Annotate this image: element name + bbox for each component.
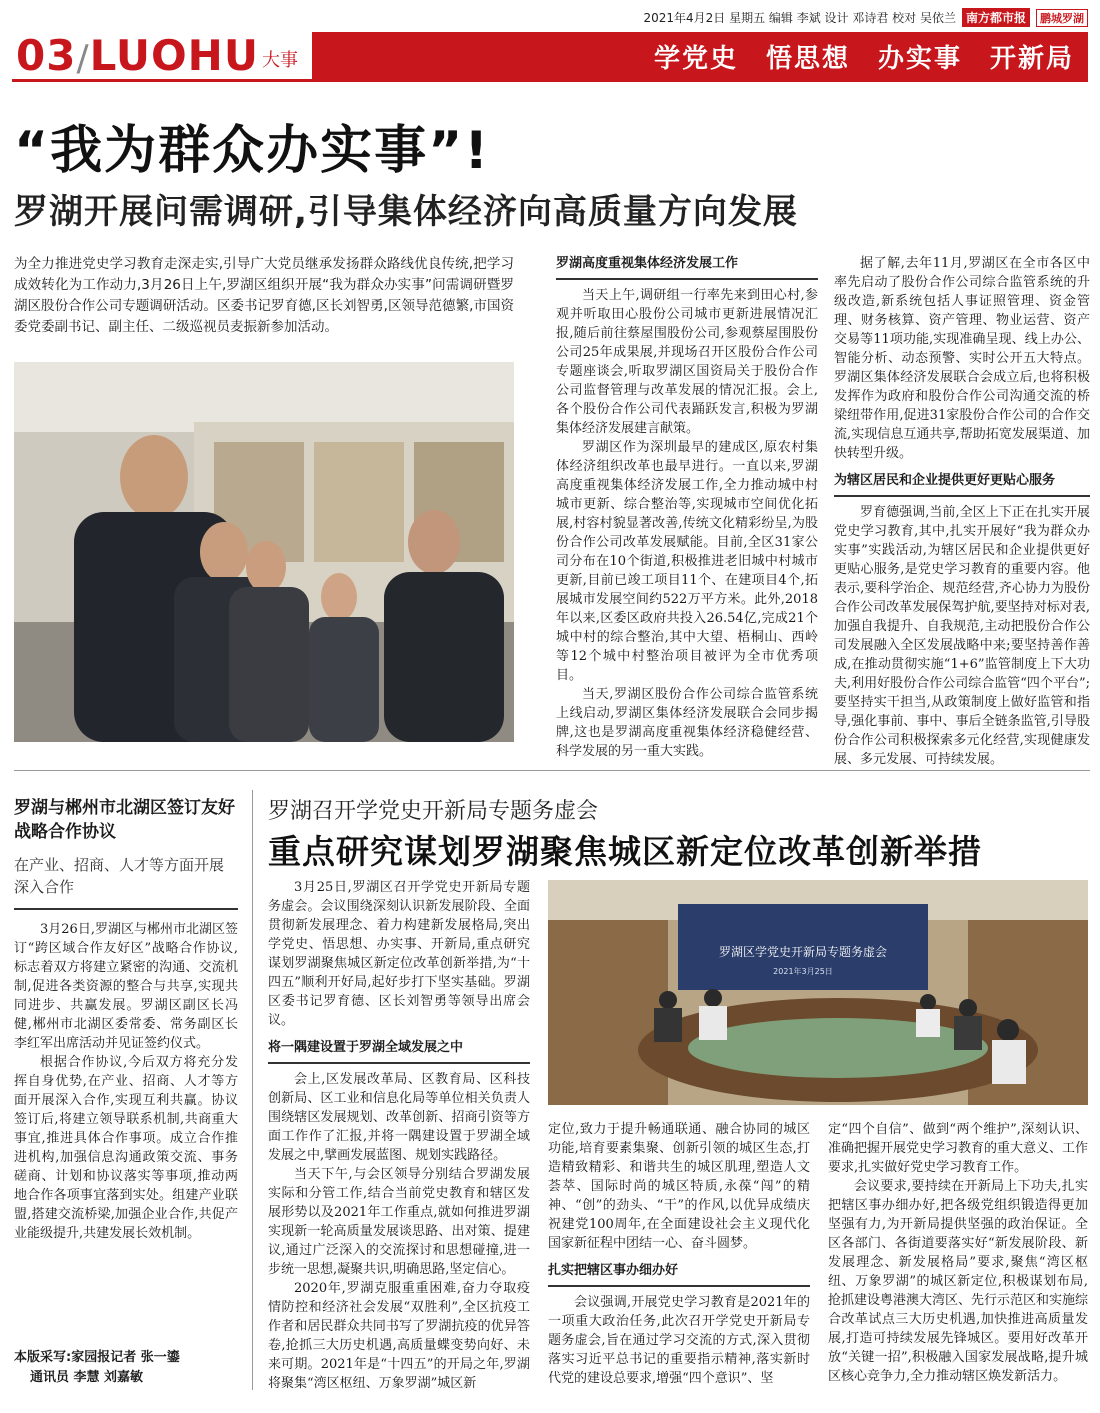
meeting-room-image xyxy=(548,880,1088,1105)
main-headline: “我为群众办实事”! xyxy=(14,121,491,181)
story1-col2-paragraph: 罗湖区作为深圳最早的建成区,原农村集体经济组织改革也最早进行。一直以来,罗湖高度重视集体经济发展工作,全力推动城中村城市更新、综合整治等,实现城市空间优化拓展,村容村貌显著改善,传统文化精彩纷呈,为股份合作公司改革发展赋能。目前,全区31家公司分布在10个街道,积极推进老旧城中村城市更新,目前已竣工项目11个、在建项目4个,拓展城市发展空间约522万平方米。此外,2018年以来,区委区政府共投入26.54亿,完成21个城中村的综合整治,其中大望、梧桐山、西岭等12个城中村整治项目被评为全市优秀项目。 xyxy=(556,440,818,683)
story2-kicker: 罗湖召开学党史开新局专题务虚会 xyxy=(268,799,599,824)
slogan-4: 开新局 xyxy=(989,44,1074,74)
photo-banner-date: 2021年3月25日 xyxy=(773,967,833,976)
edition-logo: 鹏城罗湖 xyxy=(1036,9,1088,27)
story2-paragraph: 会议强调,开展党史学习教育是2021年的一项重大政治任务,此次召开学党史开新局专题务虚会,旨在通过学习交流的方式,深入贯彻落实习近平总书记的重要指示精神,落实新时代党的建设总要求,增强“四个意识”、坚 xyxy=(548,1295,810,1386)
slogan-2: 悟思想 xyxy=(765,44,850,74)
section-banner xyxy=(12,32,1088,82)
story1-col3-heading: 为辖区居民和企业提供更好更贴心服务 xyxy=(834,471,1090,497)
story2-column-a xyxy=(268,878,530,1393)
district-name: LUOHU xyxy=(89,31,259,80)
story1-column-2 xyxy=(556,254,818,761)
paper-logo: 南方都市报 xyxy=(962,8,1030,27)
dateline-text: 2021年4月2日 星期五 编辑 李斌 设计 邓诗君 校对 吴依兰 xyxy=(643,11,956,25)
story2-colb-heading: 扎实把辖区事办细办好 xyxy=(548,1261,810,1287)
story2-column-b xyxy=(548,1120,810,1388)
column-divider xyxy=(252,790,253,1390)
story2-paragraph: 会议要求,要持续在开新局上下功夫,扎实把辖区事办细办好,把各级党组织锻造得更加坚强有力,为开新局提供坚强的政治保证。全区各部门、各街道要落实好“新发展阶段、新发展理念、新发展格局”要求,聚焦“湾区枢纽、万象罗湖”的城区新定位,积极谋划布局,抢抓建设粤港澳大湾区、先行示范区和实施综合改革试点三大历史机遇,加快推进高质量发展,打造可持续发展先锋城区。要用好改革开放“关键一招”,积极融入国家发展战略,提升城区核心竞争力,全力推动辖区焕发新活力。 xyxy=(828,1179,1089,1384)
credits-block xyxy=(14,1348,238,1388)
story1-col2-heading: 罗湖高度重视集体经济发展工作 xyxy=(556,254,818,280)
story2-paragraph: 3月25日,罗湖区召开学党史开新局专题务虚会。会议围绕深刻认识新发展阶段、全面贯彻新发展理念、着力构建新发展格局,突出学党史、悟思想、办实事、开新局,重点研究谋划罗湖聚焦城区新定位改革创新举措,为“十四五”顺利开好局,起好步打下坚实基础。罗湖区委书记罗育德、区长刘智勇等领导出席会议。 xyxy=(268,880,530,1028)
page-number: 03 xyxy=(16,31,77,80)
main-subhead: 罗湖开展问需调研,引导集体经济向高质量方向发展 xyxy=(14,192,798,232)
story1-column-3 xyxy=(834,254,1090,769)
story1-photo xyxy=(14,362,514,742)
photo-banner-text: 罗湖区学党史开新局专题务虚会 xyxy=(718,945,888,959)
officials-touring-exhibition-image xyxy=(14,362,514,742)
slash-divider-icon: / xyxy=(76,38,90,79)
credits-line: 通讯员 李慧 刘嘉敏 xyxy=(30,1370,144,1385)
slogan-3: 办实事 xyxy=(877,44,962,74)
slogan-row xyxy=(654,38,1074,75)
page-label-block xyxy=(12,32,312,82)
story1-col2-paragraph: 当天,罗湖区股份合作公司综合监管系统上线启动,罗湖区集体经济发展联合会同步揭牌,这也是罗湖高度重视集体经济稳健经营、科学发展的另一重大实践。 xyxy=(556,687,818,759)
story3-paragraph: 3月26日,罗湖区与郴州市北湖区签订“跨区域合作友好区”战略合作协议,标志着双方将建立紧密的沟通、交流机制,促进各类资源的整合与共享,实现共同进步、共赢发展。罗湖区副区长冯健,郴州市北湖区委常委、常务副区长李红军出席活动并见证签约仪式。 xyxy=(14,922,238,1051)
story2-photo xyxy=(548,880,1088,1105)
story2-paragraph: 当天下午,与会区领导分别结合罗湖发展实际和分管工作,结合当前党史教育和辖区发展形势以及2021年工作重点,就如何推进罗湖实现新一轮高质量发展谈思路、出对策、提建议,通过广泛深入的交流探讨和思想碰撞,进一步统一思想,凝聚共识,明确思路,坚定信心。 xyxy=(268,1167,530,1277)
story1-lead: 为全力推进党史学习教育走深走实,引导广大党员继承发扬群众路线优良传统,把学习成效转化为工作动力,3月26日上午,罗湖区组织开展“我为群众办实事”问需调研暨罗湖区股份合作公司专题调研活动。区委书记罗育德,区长刘智勇,区领导范德繁,市国资委党委副书记、副主任、二级巡视员麦振新参加活动。 xyxy=(14,256,514,335)
story2-paragraph: 定“四个自信”、做到“两个维护”,深刻认识、准确把握开展党史学习教育的重大意义、工作要求,扎实做好党史学习教育工作。 xyxy=(828,1122,1089,1175)
story3-title: 罗湖与郴州市北湖区签订友好战略合作协议 xyxy=(14,798,235,842)
story3-subtitle: 在产业、招商、人才等方面开展深入合作 xyxy=(14,856,225,896)
story3-rule xyxy=(14,908,238,910)
story2-column-c xyxy=(828,1120,1088,1386)
story2-paragraph: 定位,致力于提升畅通联通、融合协同的城区功能,培育要素集聚、创新引领的城区生态,打造精致精彩、和谐共生的城区肌理,塑造人文荟萃、国际时尚的城区特质,永葆“闯”的精神、“创”的劲头、“干”的作风,以优异成绩庆祝建党100周年,在全面建设社会主义现代化国家新征程中团结一心、奋斗圆梦。 xyxy=(548,1122,810,1251)
story3-sidebar xyxy=(14,796,238,1243)
story2-paragraph: 会上,区发展改革局、区教育局、区科技创新局、区工业和信息化局等单位相关负责人围绕辖区发展规划、改革创新、招商引资等方面工作作了汇报,并将一隅建设置于罗湖全域发展之中,擘画发展蓝图、规划实践路径。 xyxy=(268,1072,530,1163)
page-label xyxy=(16,32,259,83)
story1-col3-paragraph: 据了解,去年11月,罗湖区在全市各区中率先启动了股份合作公司综合监管系统的升级改造,新系统包括人事证照管理、资金管理、财务核算、资产管理、物业运营、资产交易等11项功能,实现准确呈现、线上办公、智能分析、动态预警、实时公开五大特点。罗湖区集体经济发展联合会成立后,也将积极发挥作为政府和股份合作公司沟通交流的桥梁纽带作用,促进31家股份合作公司的合作交流,实现信息互通共享,帮助拓宽发展渠道、加快转型升级。 xyxy=(834,256,1090,461)
story3-paragraph: 根据合作协议,今后双方将充分发挥自身优势,在产业、招商、人才等方面开展深入合作,实现互利共赢。协议签订后,将建立领导联系机制,共商重大事宜,推进具体合作事项。成立合作推进机构,加强信息沟通政策交流、事务磋商、计划和协议落实等事项,推动两地合作各项事宜落到实处。组建产业联盟,搭建交流桥梁,加强企业合作,共促产业能级提升,共建发展长效机制。 xyxy=(14,1055,238,1241)
story1-col3-paragraph: 罗育德强调,当前,全区上下正在扎实开展党史学习教育,其中,扎实开展好“我为群众办实事”实践活动,为辖区居民和企业提供更好更贴心服务,是党史学习教育的重要内容。他表示,要科学治企、规范经营,齐心协力为股份合作公司改革发展保驾护航,要坚持对标对表,加强自我提升、自我规范,主动把股份合作公司发展融入全区发展战略中来;要坚持善作善成,在推动贯彻实施“1+6”监管制度上下大功夫,利用好股份合作公司综合监管“四个平台”;要坚持实干担当,从政策制度上做好监管和指导,强化事前、事中、事后全链条监管,引导股份合作公司积极探索多元化经营,实现健康发展、多元发展、可持续发展。 xyxy=(834,505,1090,767)
story-divider xyxy=(14,770,1090,771)
credits-line: 本版采写:家园报记者 张一鎏 xyxy=(14,1350,180,1365)
story2-paragraph: 2020年,罗湖克服重重困难,奋力夺取疫情防控和经济社会发展“双胜利”,全区抗疫工作者和居民群众共同书写了罗湖抗疫的优异答卷,抢抓三大历史机遇,高质量蝶变势向好、未来可期。2021年是“十四五”的开局之年,罗湖将聚集“湾区枢纽、万象罗湖”城区新 xyxy=(268,1281,530,1391)
story1-col2-paragraph: 当天上午,调研组一行率先来到田心村,参观并听取田心股份公司城市更新进展情况汇报,随后前往蔡屋围股份公司,参观蔡屋围股份公司25年成果展,并现场召开区股份合作公司专题座谈会,听取罗湖区国资局关于股份合作公司监督管理与改革发展的情况汇报。会上,各个股份合作公司代表踊跃发言,积极为罗湖集体经济发展建言献策。 xyxy=(556,288,818,436)
slogan-1: 学党史 xyxy=(653,44,738,74)
story2-cola-heading: 将一隅建设置于罗湖全域发展之中 xyxy=(268,1038,530,1064)
story2-title: 重点研究谋划罗湖聚焦城区新定位改革创新举措 xyxy=(268,832,982,871)
dateline xyxy=(643,8,1088,27)
section-tag: 大事 xyxy=(262,50,298,71)
